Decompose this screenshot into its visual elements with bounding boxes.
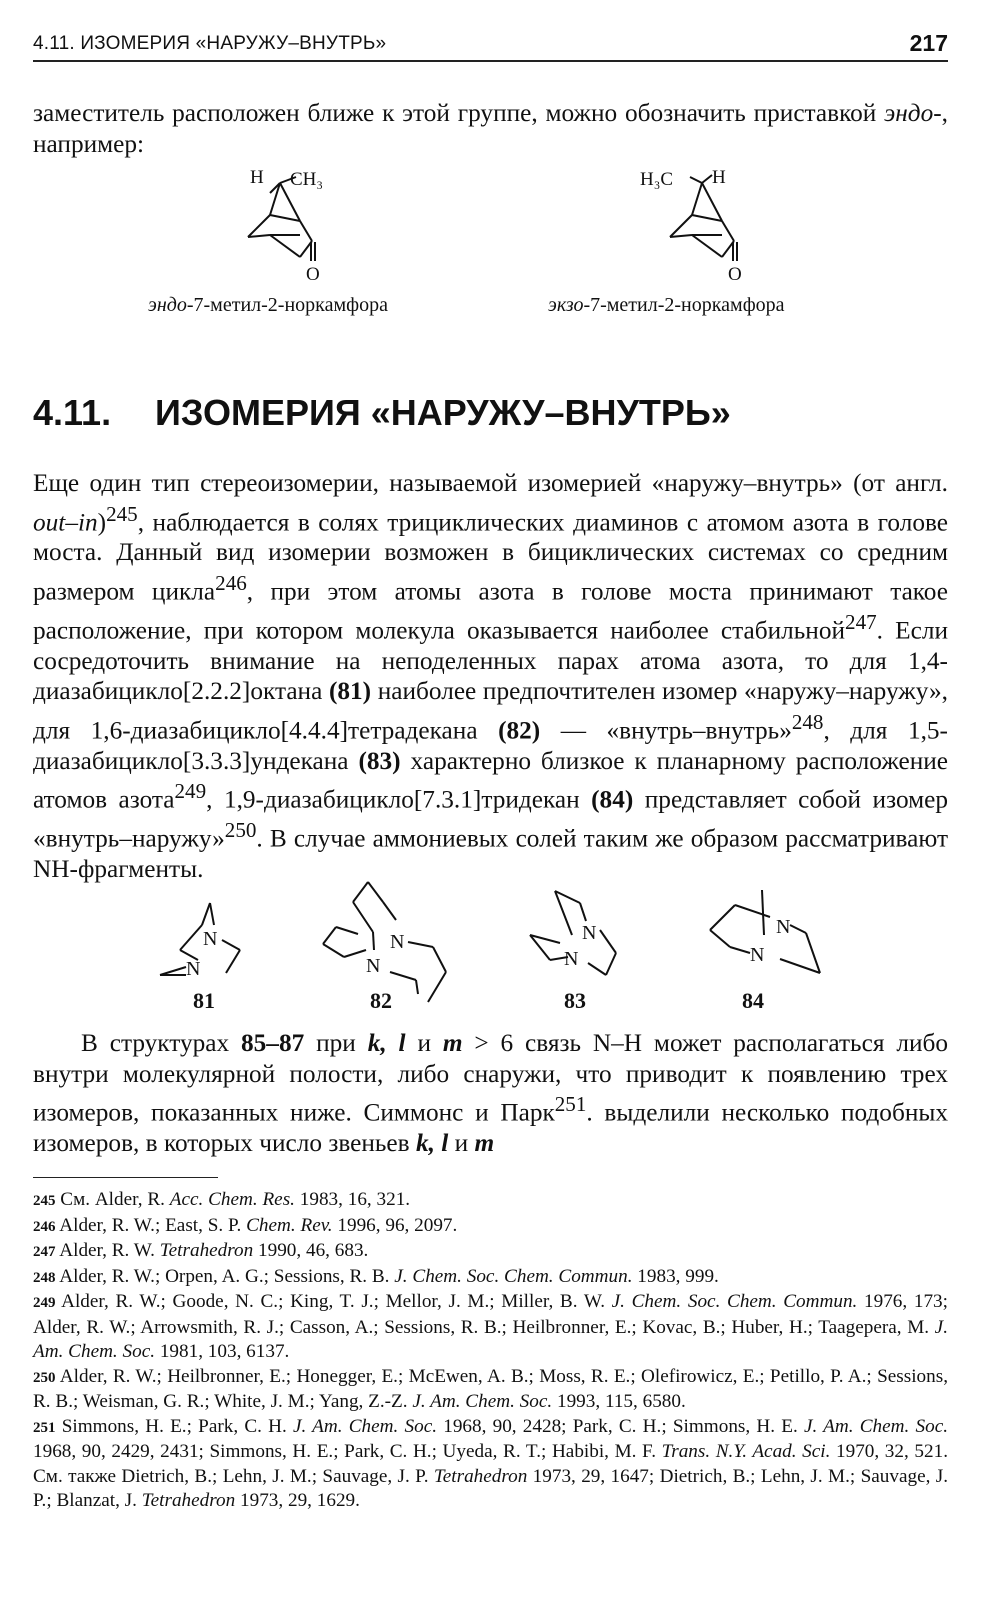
- footnote-text: 1993, 115, 6580.: [552, 1391, 686, 1412]
- running-title: 4.11. ИЗОМЕРИЯ «НАРУЖУ–ВНУТРЬ»: [33, 33, 387, 54]
- intro-text: заместитель расположен ближе к этой группе, можно обозначить приставкой: [33, 99, 885, 127]
- atom-n: N: [390, 931, 405, 953]
- footnote-246: [33, 1214, 948, 1240]
- exo-caption: [548, 294, 785, 317]
- compound-label-81: 81: [193, 988, 215, 1013]
- body-text: Еще один тип стереоизомерии, называемой изомерией «наружу–внутрь» (от англ.: [33, 469, 948, 497]
- footnote-text: 1973, 29, 1647; Dietrich, B.; Lehn, J. M.; Sauvage, J. P.; Blanzat, J.: [33, 1465, 948, 1511]
- atom-n: N: [564, 948, 579, 970]
- variable: k, l: [367, 1029, 406, 1057]
- footnote-number: 250: [33, 1369, 56, 1386]
- footnote-text: 1973, 29, 1629.: [235, 1490, 360, 1511]
- footnote-text: 1968, 90, 2429, 2431; Simmons, H. E.; Park, C. H.; Uyeda, R. T.; Habibi, M. F.: [33, 1441, 662, 1462]
- body-text: и: [405, 1029, 443, 1057]
- footnote-ref: 245: [106, 501, 138, 526]
- compound-ref: (81): [328, 677, 372, 706]
- journal-title: J. Chem. Soc. Chem. Commun.: [611, 1291, 858, 1312]
- footnote-text: 1981, 103, 6137.: [155, 1341, 290, 1362]
- intro-text-end: , например:: [33, 99, 948, 158]
- exo-norcamphor-structure: [640, 165, 770, 285]
- main-paragraph: [33, 468, 948, 885]
- footnote-247: [33, 1239, 948, 1265]
- section-number: 4.11.: [33, 392, 112, 433]
- footnote-text: Alder, R. W.; Goode, N. C.; King, T. J.; Mellor, J. M.; Miller, B. W.: [61, 1291, 612, 1312]
- footnote-text: 1983, 16, 321.: [294, 1189, 411, 1210]
- footnote-text: 1983, 999.: [632, 1265, 719, 1287]
- compound-ref: 85–87: [241, 1029, 305, 1057]
- footnote-number: 249: [33, 1295, 56, 1311]
- footnote-text: Alder, R. W.; Orpen, A. G.; Sessions, R. B.: [59, 1265, 395, 1287]
- exo-caption-italic: экзо: [548, 294, 584, 316]
- compound-ref: (82): [498, 716, 541, 745]
- section-heading: [33, 392, 948, 434]
- compound-ref: (83): [358, 746, 401, 775]
- footnote-text: Alder, R. W.; Heilbronner, E.; Honegger, E.; McEwen, A. B.; Moss, R. E.; Olefirowicz, E.; Petillo, P. A.; Sessions, R. B.; Weisman, G. R.; White, J. M.; Yang, Z.-Z.: [33, 1365, 948, 1412]
- footnote-ref: 248: [791, 709, 824, 734]
- intro-paragraph: [33, 98, 948, 159]
- footnote-number: 246: [33, 1218, 56, 1235]
- page-number: 217: [909, 30, 948, 56]
- body-text: . выделили несколько подобных изомеров, в которых число звеньев: [33, 1098, 948, 1157]
- intro-italic: эндо-: [884, 99, 942, 127]
- footnote-number: 248: [33, 1269, 56, 1286]
- section-title: ИЗОМЕРИЯ «НАРУЖУ–ВНУТРЬ»: [155, 392, 731, 433]
- footnote-ref: 246: [215, 570, 247, 595]
- footnote-rule: [33, 1177, 218, 1178]
- body-text: . Если сосредоточить внимание на неподеленных парах атома азота, то для 1,4-диазабицикло[2.2.2]октана: [33, 616, 948, 706]
- atom-n: N: [203, 928, 218, 950]
- body-text: — «внутрь–внутрь»: [540, 716, 792, 745]
- body-text: представляет собой изомер «внутрь–наружу»: [33, 785, 948, 853]
- footnote-text: 1970, 32, 521. См. также Dietrich, B.; Lehn, J. M.; Sauvage, J. P.: [33, 1441, 948, 1487]
- variable: k, l: [415, 1128, 449, 1157]
- journal-title: Acc. Chem. Res.: [169, 1189, 295, 1210]
- journal-title: Tetrahedron: [159, 1240, 254, 1261]
- body-text: , при этом атомы азота в голове моста принимают такое расположение, при котором молекула оказывается наиболее стабильной: [33, 577, 948, 645]
- structure-82: [318, 872, 478, 1012]
- body-text: > 6 связь N–H может располагаться либо внутри молекулярной полости, либо снаружи, что приводит к появлению трех изомеров, показанных ниже. Симмонс и Парк: [33, 1029, 949, 1127]
- compound-label-82: 82: [370, 988, 392, 1013]
- journal-title: J. Chem. Soc. Chem. Commun.: [394, 1265, 633, 1287]
- footnote-ref: 251: [554, 1092, 587, 1116]
- compound-ref: (84): [591, 785, 634, 814]
- endo-caption: [148, 294, 388, 317]
- running-head: [33, 30, 948, 62]
- footnote-text: 1996, 96, 2097.: [332, 1214, 458, 1236]
- footnotes: [33, 1188, 948, 1514]
- body-text: , 1,9-диазабицикло[7.3.1]тридекан: [206, 785, 592, 814]
- body-text: , наблюдается в солях трициклических диаминов с атомом азота в голове моста. Данный вид изомерии возможен в бициклических системах со средним размером цикла: [33, 507, 948, 606]
- footnote-ref: 250: [224, 818, 257, 843]
- footnote-250: [33, 1365, 948, 1415]
- footnote-251: [33, 1415, 948, 1514]
- body-italic: out–in: [33, 507, 98, 536]
- footnote-text: 1990, 46, 683.: [253, 1240, 369, 1261]
- atom-n: N: [582, 922, 597, 944]
- footnote-text: 1968, 90, 2428; Park, C. H.; Simmons, H. E.: [437, 1415, 804, 1437]
- journal-title: Trans. N.Y. Acad. Sci.: [661, 1441, 831, 1462]
- body-text: наиболее предпочтителен изомер «наружу–наружу», для 1,6-диазабицикло[4.4.4]тетрадекана: [33, 677, 948, 745]
- footnote-text: 1976, 173; Alder, R. W.; Arrowsmith, R. J.; Casson, A.; Sessions, R. B.; Heilbronner, E.; Kovac, B.; Huber, H.; Taagepera, M.: [33, 1291, 948, 1338]
- atom-o: O: [306, 264, 320, 285]
- atom-n: N: [186, 958, 201, 980]
- exo-caption-rest: -7-метил-2-норкамфора: [583, 294, 785, 316]
- body-text: при: [304, 1029, 368, 1057]
- atom-ch3: CH₃: [290, 169, 324, 190]
- footnote-text: Alder, R. W.; East, S. P.: [59, 1214, 247, 1236]
- journal-title: J. Am. Chem. Soc.: [33, 1316, 948, 1362]
- journal-title: Tetrahedron: [433, 1465, 528, 1487]
- structure-81: [150, 895, 250, 990]
- journal-title: Tetrahedron: [141, 1490, 236, 1511]
- footnote-249: [33, 1290, 948, 1365]
- body-text: , для 1,5-диазабицикло[3.3.3]ундекана: [33, 716, 948, 775]
- compound-label-84: 84: [742, 988, 764, 1013]
- second-paragraph: [33, 1028, 948, 1158]
- structure-84: [700, 885, 840, 985]
- atom-h3c: H₃C: [640, 169, 674, 190]
- footnote-text: См. Alder, R.: [60, 1189, 170, 1210]
- body-text: характерно близкое к планарному расположение атомов азота: [33, 746, 948, 814]
- compound-label-83: 83: [564, 988, 586, 1013]
- atom-n: N: [750, 944, 765, 966]
- footnote-ref: 247: [845, 609, 877, 634]
- body-text: ): [97, 507, 107, 536]
- atom-o: O: [728, 264, 742, 285]
- journal-title: J. Am. Chem. Soc.: [803, 1415, 949, 1437]
- structure-83: [520, 885, 640, 990]
- footnote-248: [33, 1265, 948, 1291]
- atom-n: N: [776, 916, 791, 938]
- body-text: . В случае аммониевых солей таким же образом рассматривают NH-фрагменты.: [33, 824, 948, 884]
- footnote-ref: 249: [174, 779, 207, 804]
- endo-caption-rest: -7-метил-2-норкамфора: [186, 294, 388, 316]
- journal-title: J. Am. Chem. Soc.: [292, 1415, 438, 1437]
- endo-norcamphor-structure: [230, 165, 350, 285]
- atom-h: H: [250, 167, 264, 188]
- journal-title: J. Am. Chem. Soc.: [412, 1391, 553, 1412]
- body-text: В структурах: [81, 1029, 241, 1057]
- footnote-text: Simmons, H. E.; Park, C. H.: [61, 1415, 293, 1437]
- footnote-number: 245: [33, 1193, 56, 1209]
- journal-title: Chem. Rev.: [246, 1214, 333, 1236]
- footnote-number: 251: [33, 1419, 56, 1436]
- variable: m: [474, 1128, 495, 1157]
- footnote-number: 247: [33, 1244, 56, 1260]
- body-text: и: [448, 1128, 475, 1157]
- endo-caption-italic: эндо: [148, 294, 187, 316]
- atom-h: H: [712, 167, 726, 188]
- footnote-245: [33, 1188, 948, 1214]
- variable: m: [442, 1029, 463, 1057]
- footnote-text: Alder, R. W.: [59, 1240, 160, 1261]
- atom-n: N: [366, 955, 381, 977]
